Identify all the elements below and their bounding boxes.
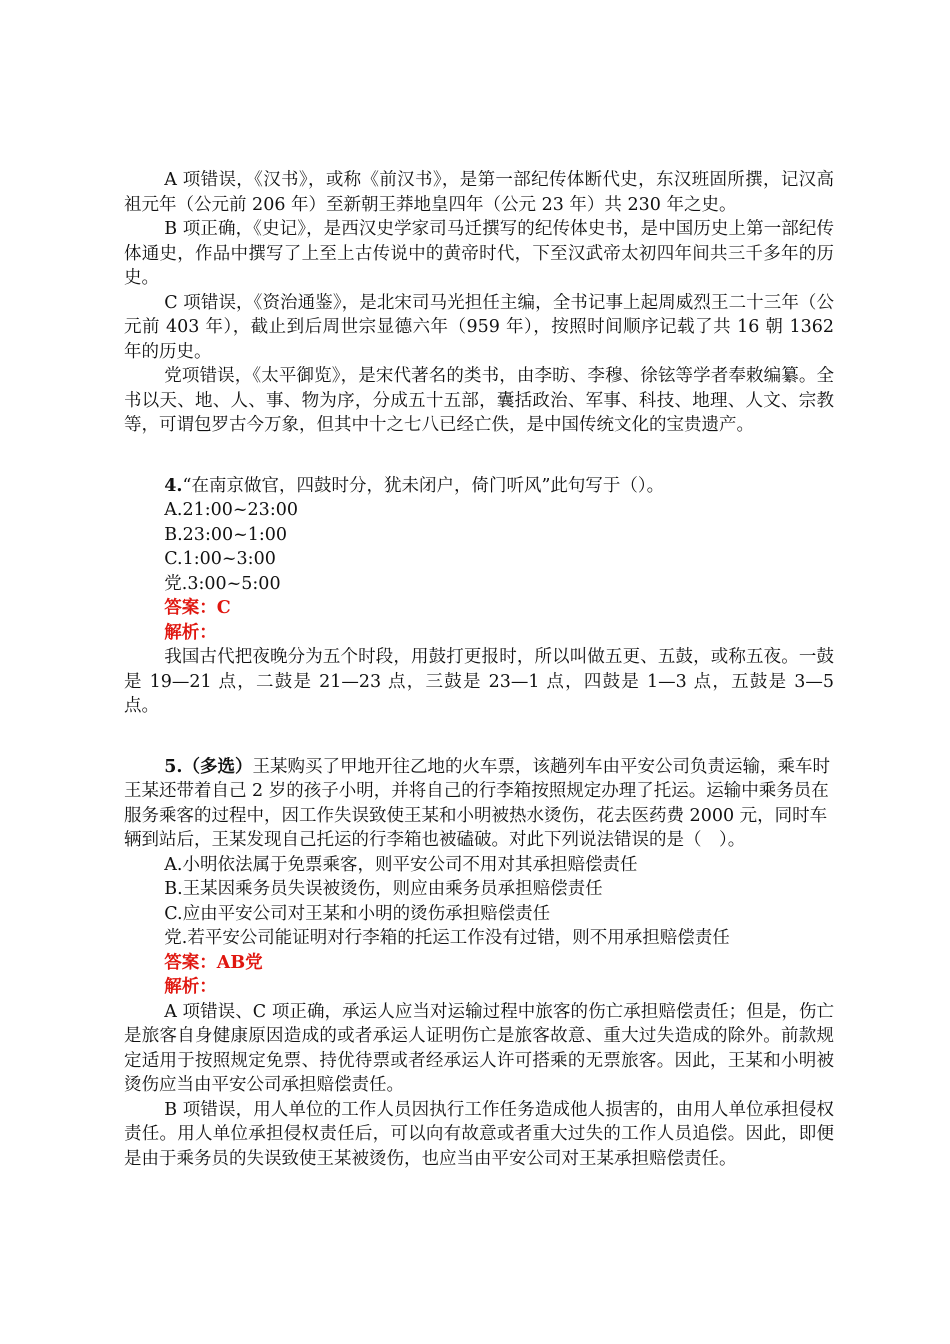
- question-5-analysis-label: 解析：: [164, 977, 217, 997]
- question-4-analysis: 我国古代把夜晚分为五个时段，用鼓打更报时，所以叫做五更、五鼓，或称五夜。一鼓是 19—21 点，二鼓是 21—23 点，三鼓是 23—1 点，四鼓是 1—3 点，五鼓是 3—5 点。: [124, 647, 834, 716]
- question-4-option-d: 党.3:00~5:00: [164, 573, 281, 594]
- question-4-option-b: B.23:00~1:00: [164, 524, 288, 545]
- question-4-answer: 答案：C: [164, 598, 231, 618]
- question-5-answer: 答案：AB党: [164, 952, 263, 973]
- question-5-analysis-1: A 项错误、C 项正确，承运人应当对运输过程中旅客的伤亡承担赔偿责任；但是，伤亡是旅客自身健康原因造成的或者承运人证明伤亡是旅客故意、重大过失造成的除外。前款规定适用于按照规定免票、持优待票或者经承运人许可搭乘的无票旅客。因此，王某和小明被烫伤应当由平安公司承担赔偿责任。: [124, 1001, 834, 1095]
- intro-paragraph-d: 党项错误，《太平御览》，是宋代著名的类书，由李昉、李穆、徐铉等学者奉敕编纂。全书以天、地、人、事、物为序，分成五十五部，囊括政治、军事、科技、地理、人文、宗教等，可谓包罗古今万象，但其中十之七八已经亡佚，是中国传统文化的宝贵遗产。: [124, 366, 834, 435]
- intro-paragraph-b: B 项正确，《史记》，是西汉史学家司马迁撰写的纪传体史书，是中国历史上第一部纪传体通史，作品中撰写了上至上古传说中的黄帝时代，下至汉武帝太初四年间共三千多年的历史。: [124, 219, 834, 288]
- question-4-stem: “在南京做官，四鼓时分，犹未闭户，倚门听风”此句写于（）。: [182, 475, 665, 496]
- question-4-option-a: A.21:00~23:00: [164, 500, 298, 520]
- question-4: [124, 474, 834, 499]
- question-5-number: 5.: [164, 756, 183, 777]
- question-4-analysis-label: 解析：: [164, 622, 217, 643]
- question-5-tag: （多选）: [182, 756, 253, 777]
- question-5-option-a: A.小明依法属于免票乘客，则平安公司不用对其承担赔偿责任: [164, 854, 638, 875]
- question-5-option-b: B.王某因乘务员失误被烫伤，则应由乘务员承担赔偿责任: [164, 879, 603, 899]
- intro-paragraph-a: A 项错误，《汉书》，或称《前汉书》，是第一部纪传体断代史，东汉班固所撰，记汉高祖元年（公元前 206 年）至新朝王莽地皇四年（公元 23 年）共 230 年之史。: [124, 170, 834, 215]
- question-4-option-c: C.1:00~3:00: [164, 549, 276, 569]
- intro-paragraph-c: C 项错误，《资治通鉴》，是北宋司马光担任主编，全书记事上起周威烈王二十三年（公元前 403 年），截止到后周世宗显德六年（959 年），按照时间顺序记载了共 16 朝 1362 年的历史。: [124, 292, 834, 362]
- question-4-number: 4.: [164, 475, 183, 496]
- question-5-stem: 王某购买了甲地开往乙地的火车票，该趟列车由平安公司负责运输，乘车时王某还带着自己 2 岁的孩子小明，并将自己的行李箱按照规定办理了托运。运输中乘务员在服务乘客的过程中，因工作失误致使王某和小明被热水烫伤，花去医药费 2000 元，同时车辆到站后，王某发现自己托运的行李箱也被磕破。对此下列说法错误的是（ ）。: [124, 756, 831, 850]
- question-5-option-c: C.应由平安公司对王某和小明的烫伤承担赔偿责任: [164, 903, 551, 924]
- question-5-analysis-2: B 项错误，用人单位的工作人员因执行工作任务造成他人损害的，由用人单位承担侵权责任。用人单位承担侵权责任后，可以向有故意或者重大过失的工作人员追偿。因此，即便是由于乘务员的失误致使王某被烫伤，也应当由平安公司对王某承担赔偿责任。: [124, 1099, 834, 1169]
- question-5: [124, 755, 834, 853]
- question-5-option-d: 党.若平安公司能证明对行李箱的托运工作没有过错，则不用承担赔偿责任: [164, 928, 730, 948]
- document-body: [124, 168, 834, 1171]
